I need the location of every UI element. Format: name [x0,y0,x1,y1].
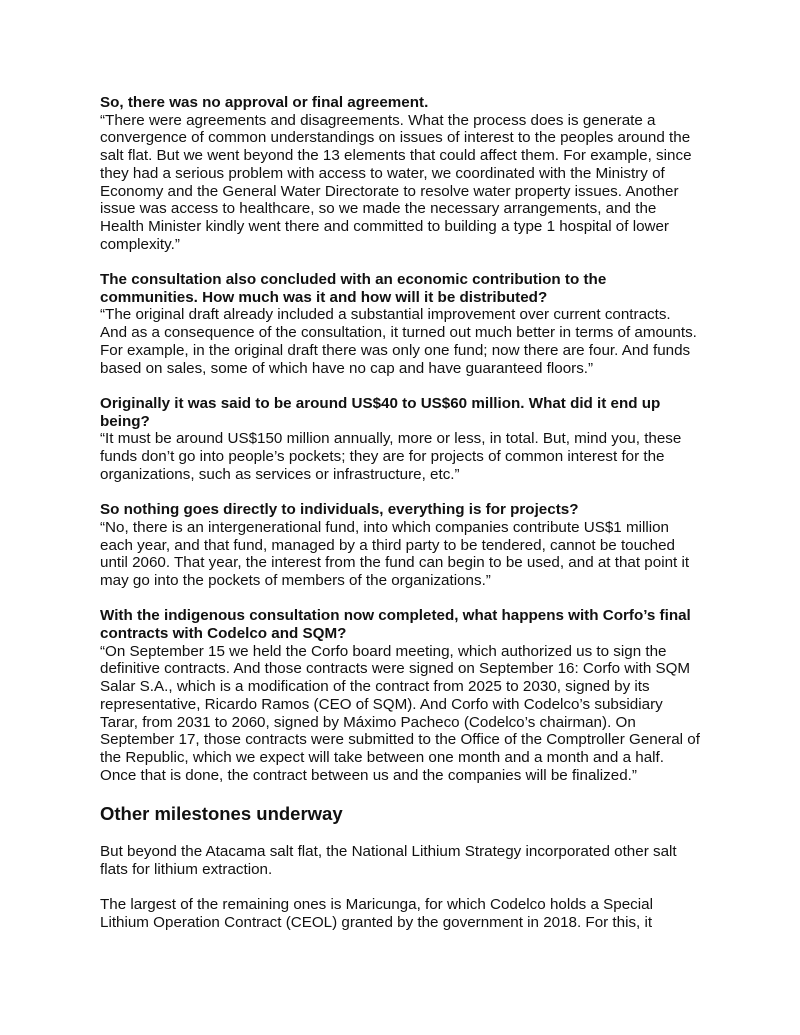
qa-block-amount [100,395,700,484]
qa-block-projects [100,501,700,590]
interview-question: Originally it was said to be around US$40 to US$60 million. What did it end up being? [100,394,661,430]
interview-answer: “The original draft already included a substantial improvement over current contracts. And as a consequence of the consultation, it turned out much better in terms of amounts. For example, in the original draft there was only one fund; now there are four. And funds based on sales, some of which have no cap and have guaranteed floors.” [100,306,697,377]
document-page [100,94,700,949]
interview-answer: “On September 15 we held the Corfo board meeting, which authorized us to sign the definitive contracts. And those contracts were signed on September 16: Corfo with SQM Salar S.A., which is a modification of the contract from 2025 to 2030, signed by its representative, Ricardo Ramos (CEO of SQM). And Corfo with Codelco’s subsidiary Tarar, from 2031 to 2060, signed by Máximo Pacheco (Codelco’s chairman). On September 17, those contracts were submitted to the Office of the Comptroller General of the Republic, which we expect will take between one month and a month and a half. Once that is done, the contract between us and the companies will be finalized.” [100,642,700,784]
qa-block-approval [100,94,700,253]
body-paragraph: But beyond the Atacama salt flat, the National Lithium Strategy incorporated other salt flats for lithium extraction. [100,843,677,878]
interview-answer: “There were agreements and disagreements. What the process does is generate a convergence of common understandings on issues of interest to the peoples around the salt flat. But we went beyond the 13 elements that could affect them. For example, since they had a serious problem with access to water, we coordinated with the Ministry of Economy and the General Water Directorate to resolve water property issues. Another issue was access to healthcare, so we made the necessary arrangements, and the Health Minister kindly went there and committed to building a type 1 hospital of lower complexity.” [100,111,692,253]
body-paragraph: The largest of the remaining ones is Maricunga, for which Codelco holds a Special Lithium Operation Contract (CEOL) granted by the government in 2018. For this, it [100,896,653,931]
interview-question: With the indigenous consultation now completed, what happens with Corfo’s final contracts with Codelco and SQM? [100,607,691,643]
qa-block-economic-contribution [100,271,700,377]
interview-question: So, there was no approval or final agreement. [100,94,429,111]
interview-question: So nothing goes directly to individuals, everything is for projects? [100,501,579,519]
interview-answer: “It must be around US$150 million annually, more or less, in total. But, mind you, these funds don’t go into people’s pockets; they are for projects of common interest for the organizations, such as services or infrastructure, etc.” [100,430,682,483]
interview-question: The consultation also concluded with an economic contribution to the communities. How much was it and how will it be distributed? [100,271,607,306]
section-heading: Other milestones underway [100,803,343,825]
qa-block-final-contracts [100,607,700,784]
interview-answer: “No, there is an intergenerational fund, into which companies contribute US$1 million each year, and that fund, managed by a third party to be tendered, cannot be touched until 2060. That year, the interest from the fund can begin to be used, and at that point it may go into the pockets of members of the organizations.” [100,518,690,589]
